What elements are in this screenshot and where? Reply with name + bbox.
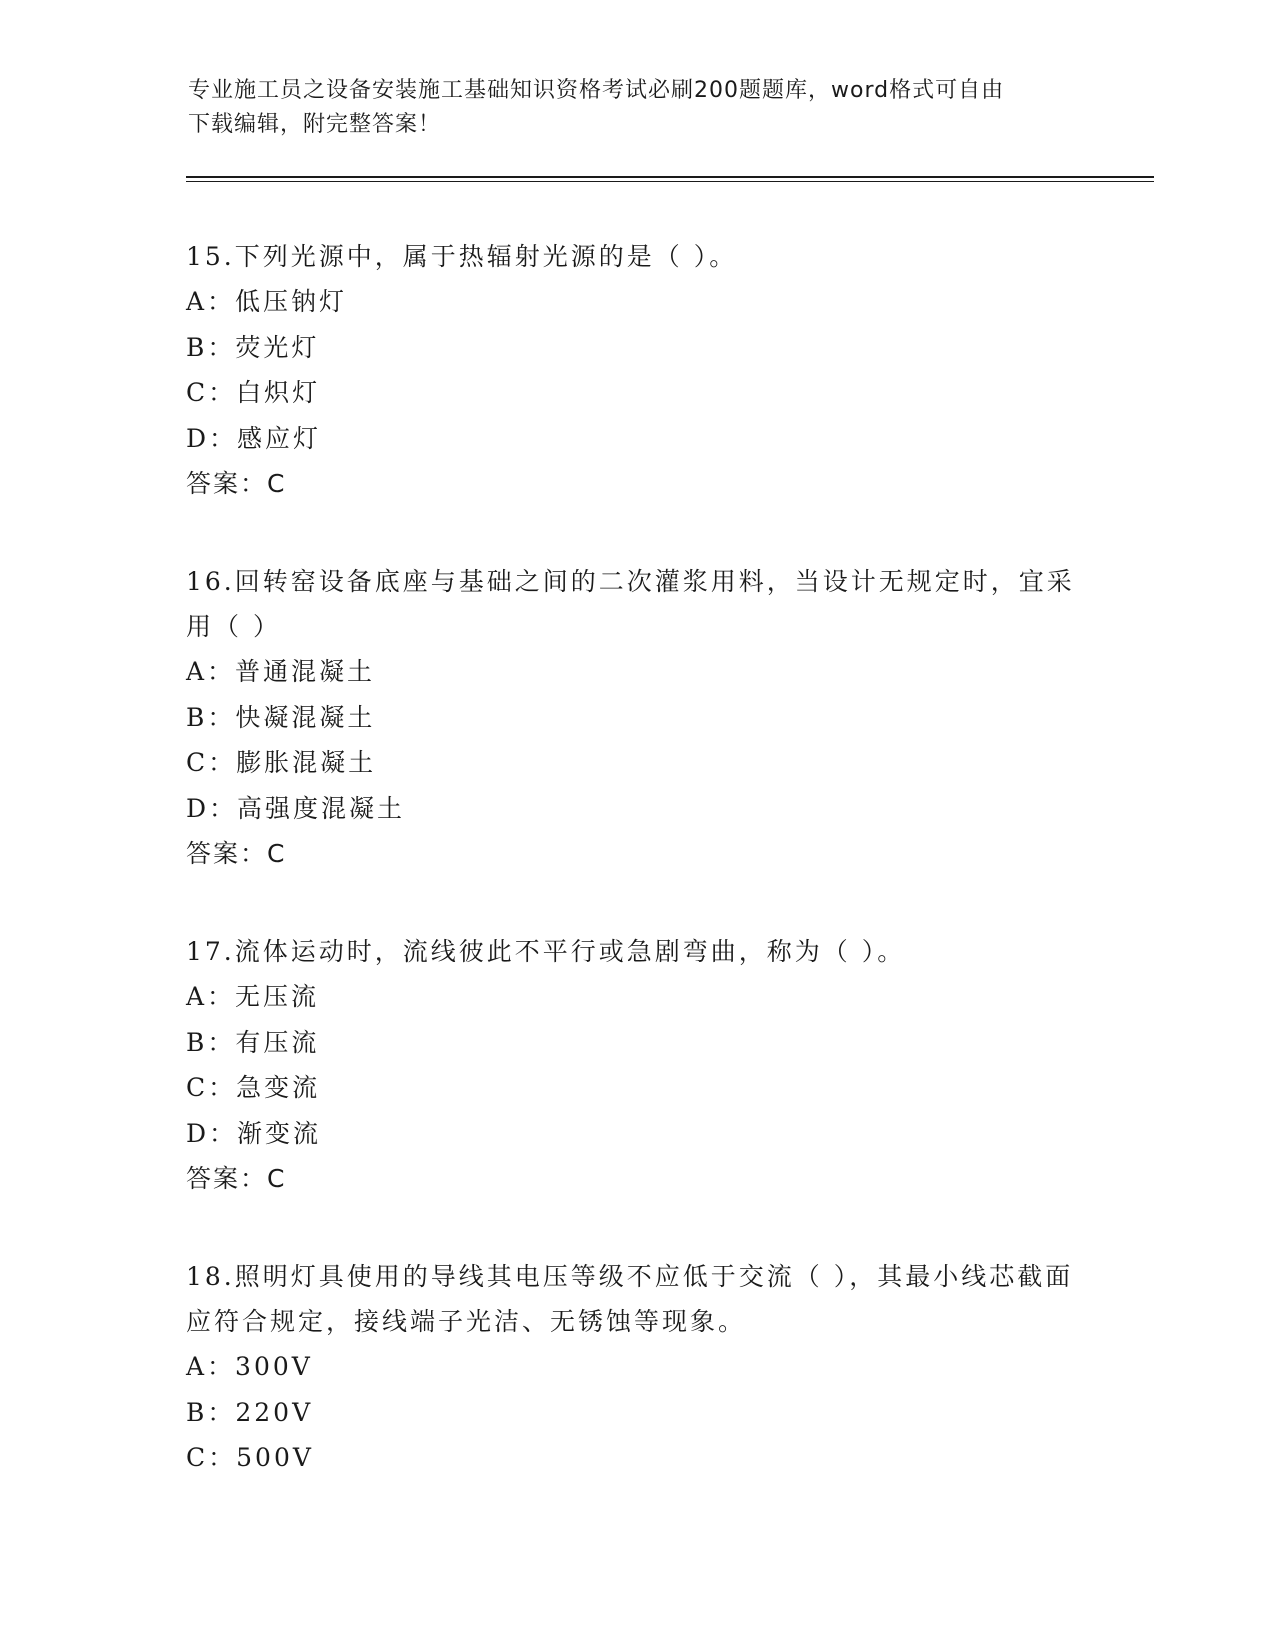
question-18 <box>186 1254 1086 1481</box>
option-b: B：荧光灯 <box>186 332 320 362</box>
header-rule-thin <box>186 181 1154 182</box>
option-d: D：高强度混凝土 <box>186 793 406 823</box>
answer: 答案：C <box>186 1164 287 1193</box>
question-stem: 16.回转窑设备底座与基础之间的二次灌浆用料，当设计无规定时，宜采用（ ） <box>186 567 1075 641</box>
option-c: C：白炽灯 <box>186 378 321 407</box>
question-stem: 17.流体运动时，流线彼此不平行或急剧弯曲，称为（ ）。 <box>186 937 906 966</box>
question-16 <box>186 559 1086 876</box>
header-line-1: 专业施工员之设备安装施工基础知识资格考试必刷200题题库，word格式可自由 <box>188 78 1005 103</box>
option-c: C：500V <box>186 1443 314 1472</box>
header-line-2: 下载编辑，附完整答案！ <box>188 112 442 137</box>
answer: 答案：C <box>186 839 287 868</box>
option-d: D：感应灯 <box>186 423 322 453</box>
option-a: A：普通混凝土 <box>186 657 376 686</box>
option-c: C：急变流 <box>186 1073 321 1102</box>
answer: 答案：C <box>186 469 287 498</box>
document-header <box>188 74 1088 142</box>
question-17 <box>186 929 1086 1201</box>
option-c: C：膨胀混凝土 <box>186 748 377 777</box>
option-b: B：快凝混凝土 <box>186 702 376 732</box>
option-a: A：无压流 <box>186 982 320 1011</box>
question-stem: 15.下列光源中，属于热辐射光源的是（ ）。 <box>186 242 738 271</box>
option-a: A：300V <box>186 1352 313 1381</box>
option-b: B：有压流 <box>186 1027 320 1057</box>
question-15 <box>186 234 1086 506</box>
option-b: B：220V <box>186 1397 314 1427</box>
option-d: D：渐变流 <box>186 1118 322 1148</box>
question-list <box>186 234 1086 1481</box>
option-a: A：低压钠灯 <box>186 287 348 316</box>
question-stem: 18.照明灯具使用的导线其电压等级不应低于交流（ ），其最小线芯截面应符合规定，接线端子光洁、无锈蚀等现象。 <box>186 1262 1074 1336</box>
header-rule-thick <box>186 176 1154 178</box>
